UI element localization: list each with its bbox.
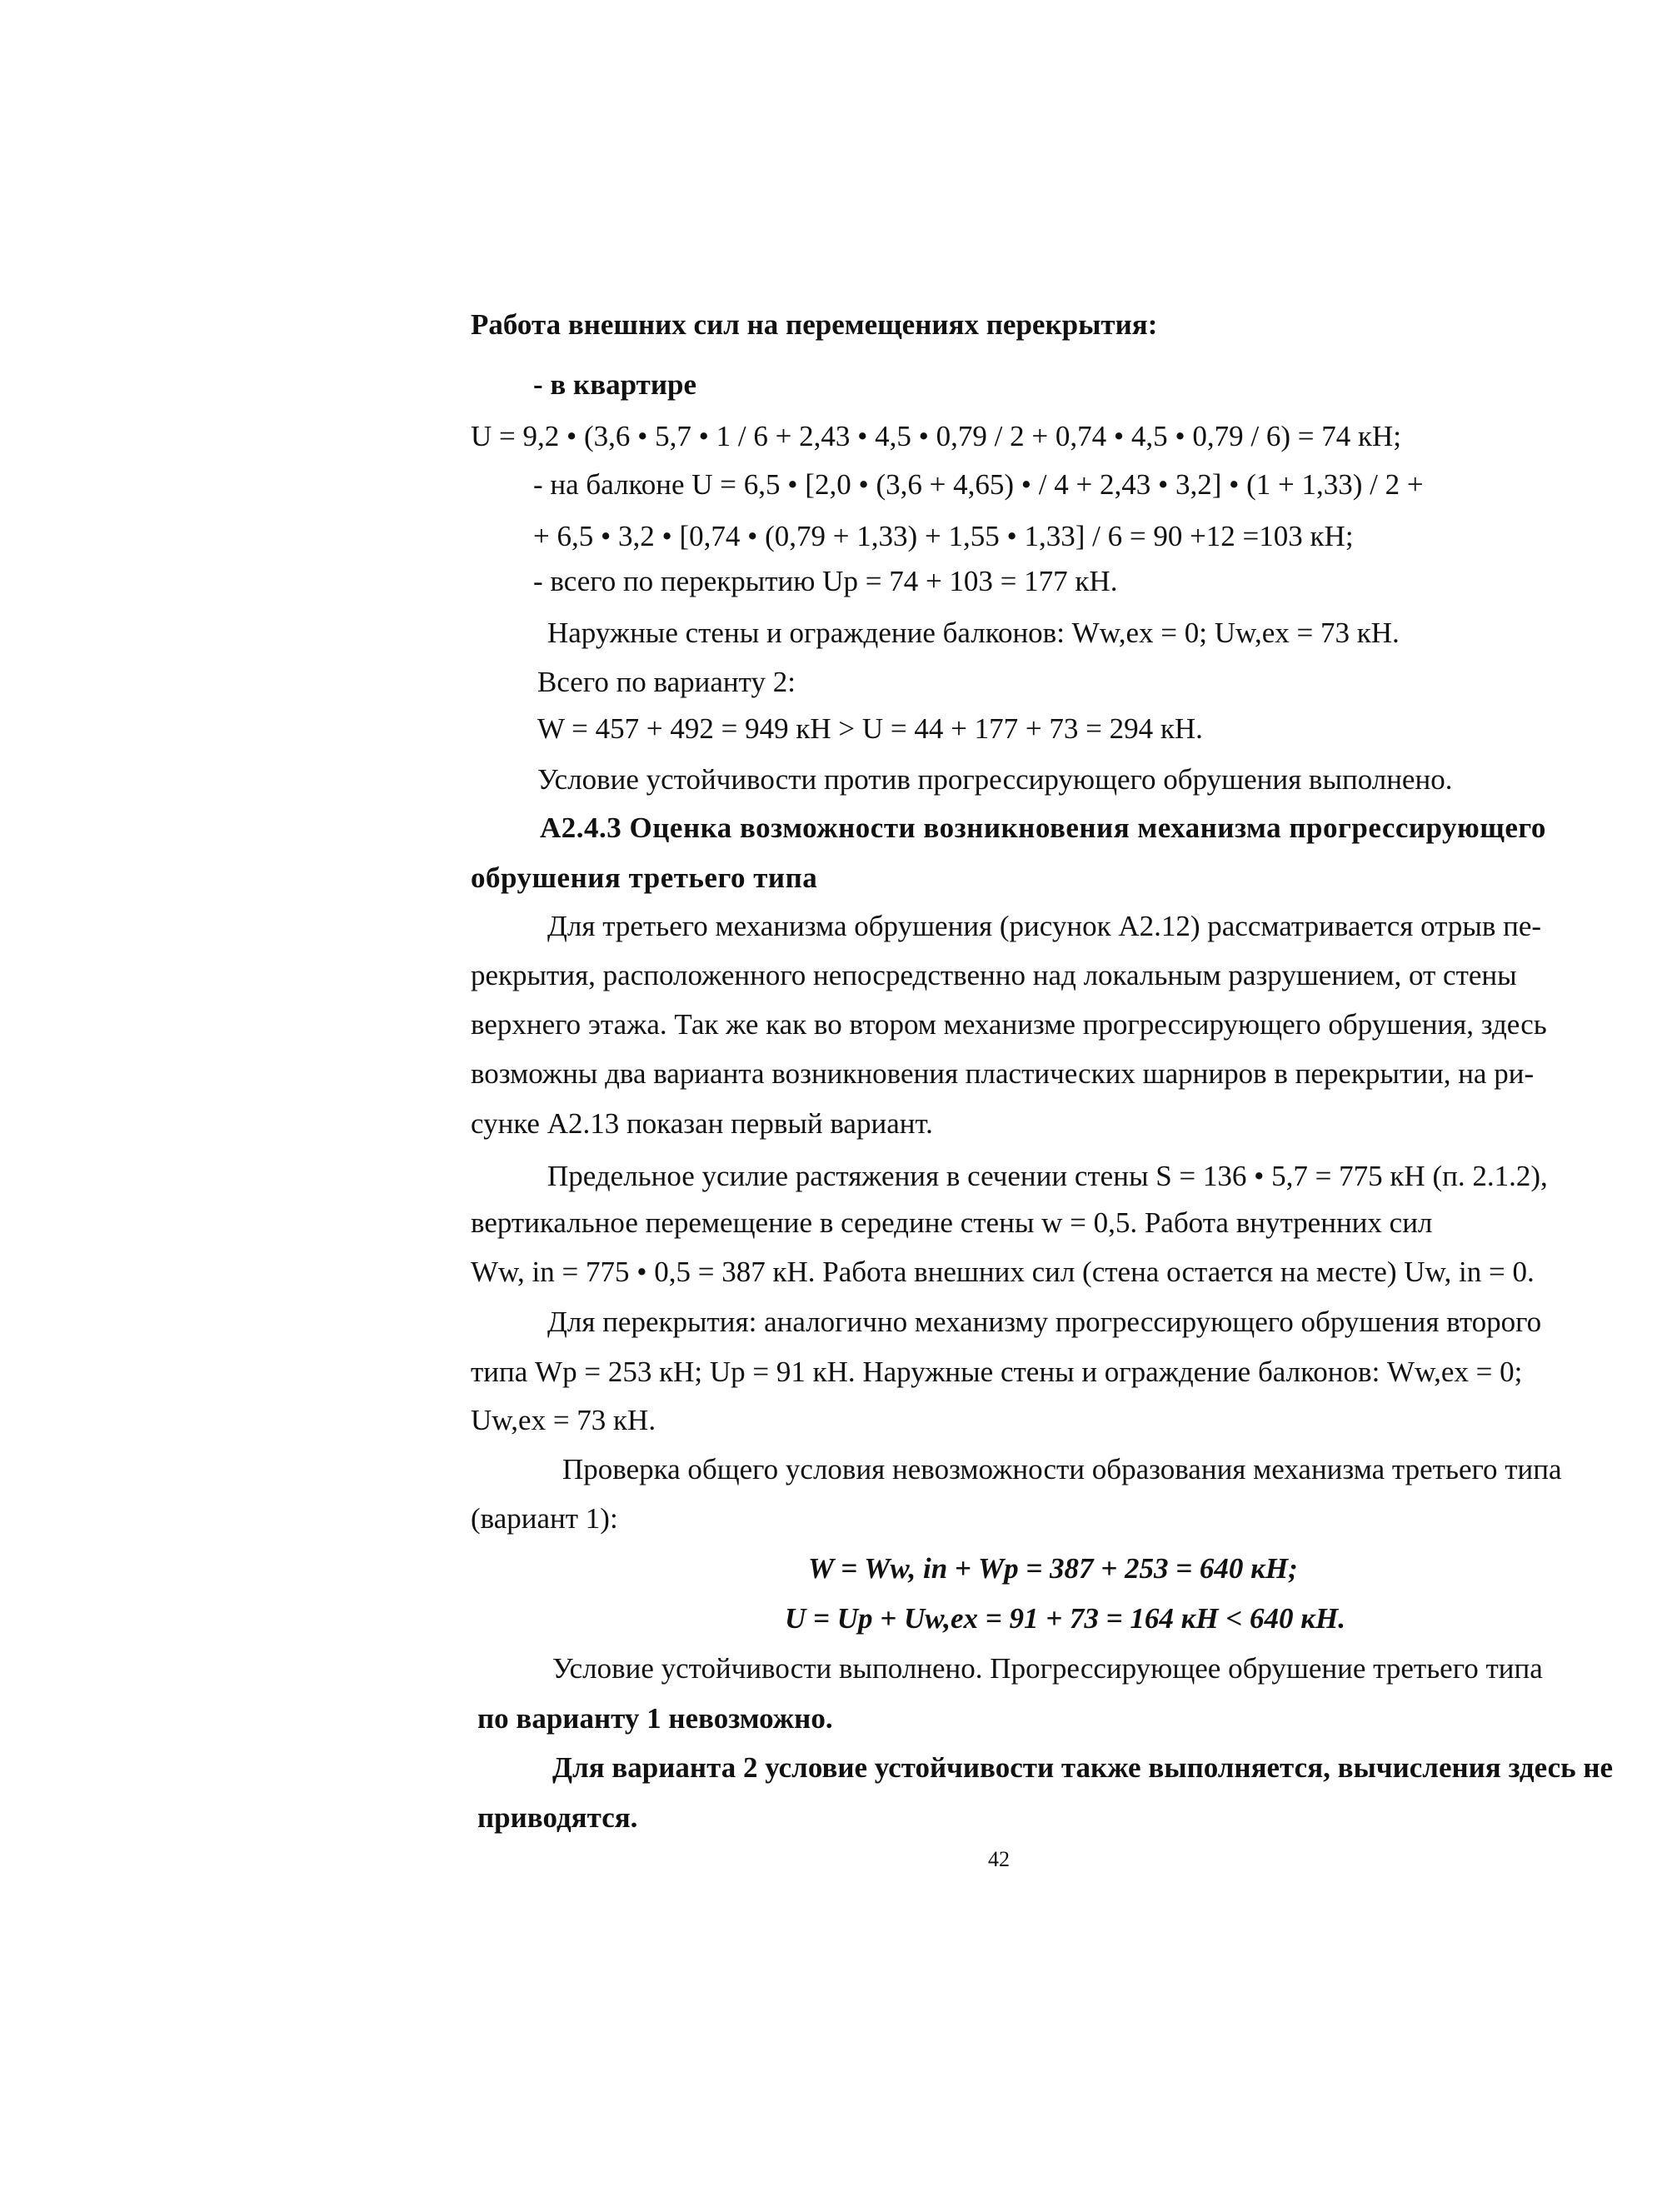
- text-line: приводятся.: [477, 1801, 638, 1834]
- formula-line: W = Ww, in + Wp = 387 + 253 = 640 кН;: [808, 1552, 1298, 1585]
- text-line: Для перекрытия: аналогично механизму прогрессирующего обрушения второго: [547, 1306, 1542, 1338]
- text-line: рекрытия, расположенного непосредственно над локальным разрушением, от стены: [471, 959, 1517, 991]
- formula-line: U = Up + Uw,ex = 91 + 73 = 164 кН < 640 кН.: [785, 1602, 1345, 1635]
- text-line: по варианту 1 невозможно.: [477, 1702, 833, 1735]
- text-line: (вариант 1):: [471, 1502, 618, 1535]
- section-heading: обрушения третьего типа: [471, 861, 818, 894]
- text-line: сунке А2.13 показан первый вариант.: [471, 1107, 933, 1140]
- section-heading: А2.4.3 Оценка возможности возникновения механизма прогрессирующего: [540, 811, 1546, 844]
- text-line: вертикальное перемещение в середине стены w = 0,5. Работа внутренних сил: [471, 1206, 1433, 1239]
- text-line: Работа внешних сил на перемещениях перекрытия:: [471, 308, 1158, 341]
- page-number: 42: [988, 1847, 1010, 1871]
- formula-line: U = 9,2 • (3,6 • 5,7 • 1 / 6 + 2,43 • 4,5 • 0,79 / 2 + 0,74 • 4,5 • 0,79 / 6) = 74 кН;: [471, 420, 1401, 452]
- formula-line: W = 457 + 492 = 949 кН > U = 44 + 177 + 73 = 294 кН.: [537, 712, 1203, 745]
- text-line: Условие устойчивости против прогрессирующего обрушения выполнено.: [537, 763, 1453, 796]
- formula-line: + 6,5 • 3,2 • [0,74 • (0,79 + 1,33) + 1,55 • 1,33] / 6 = 90 +12 =103 кН;: [533, 520, 1354, 552]
- text-line: Uw,ex = 73 кН.: [471, 1404, 656, 1436]
- text-line: типа Wp = 253 кН; Up = 91 кН. Наружные стены и ограждение балконов: Ww,ex = 0;: [471, 1356, 1523, 1388]
- text-line: возможны два варианта возникновения пластических шарниров в перекрытии, на ри-: [471, 1057, 1535, 1090]
- text-line: Ww, in = 775 • 0,5 = 387 кН. Работа внешних сил (стена остается на месте) Uw, in = 0.: [471, 1256, 1535, 1288]
- text-line: Для третьего механизма обрушения (рисунок А2.12) рассматривается отрыв пе-: [547, 910, 1542, 942]
- list-item: - всего по перекрытию Up = 74 + 103 = 177 кН.: [533, 565, 1118, 597]
- text-line: Наружные стены и ограждение балконов: Ww,ex = 0; Uw,ex = 73 кН.: [547, 617, 1400, 649]
- list-item: - на балконе U = 6,5 • [2,0 • (3,6 + 4,65) • / 4 + 2,43 • 3,2] • (1 + 1,33) / 2 +: [533, 468, 1424, 501]
- text-line: Всего по варианту 2:: [537, 666, 796, 698]
- text-line: Предельное усилие растяжения в сечении стены S = 136 • 5,7 = 775 кН (п. 2.1.2),: [547, 1160, 1548, 1192]
- list-item: - в квартире: [533, 368, 696, 401]
- text-line: Проверка общего условия невозможности образования механизма третьего типа: [562, 1453, 1562, 1485]
- text-line: Условие устойчивости выполнено. Прогрессирующее обрушение третьего типа: [552, 1652, 1543, 1685]
- text-line: верхнего этажа. Так же как во втором механизме прогрессирующего обрушения, здесь: [471, 1008, 1547, 1041]
- text-line: Для варианта 2 условие устойчивости также выполняется, вычисления здесь не: [552, 1751, 1614, 1784]
